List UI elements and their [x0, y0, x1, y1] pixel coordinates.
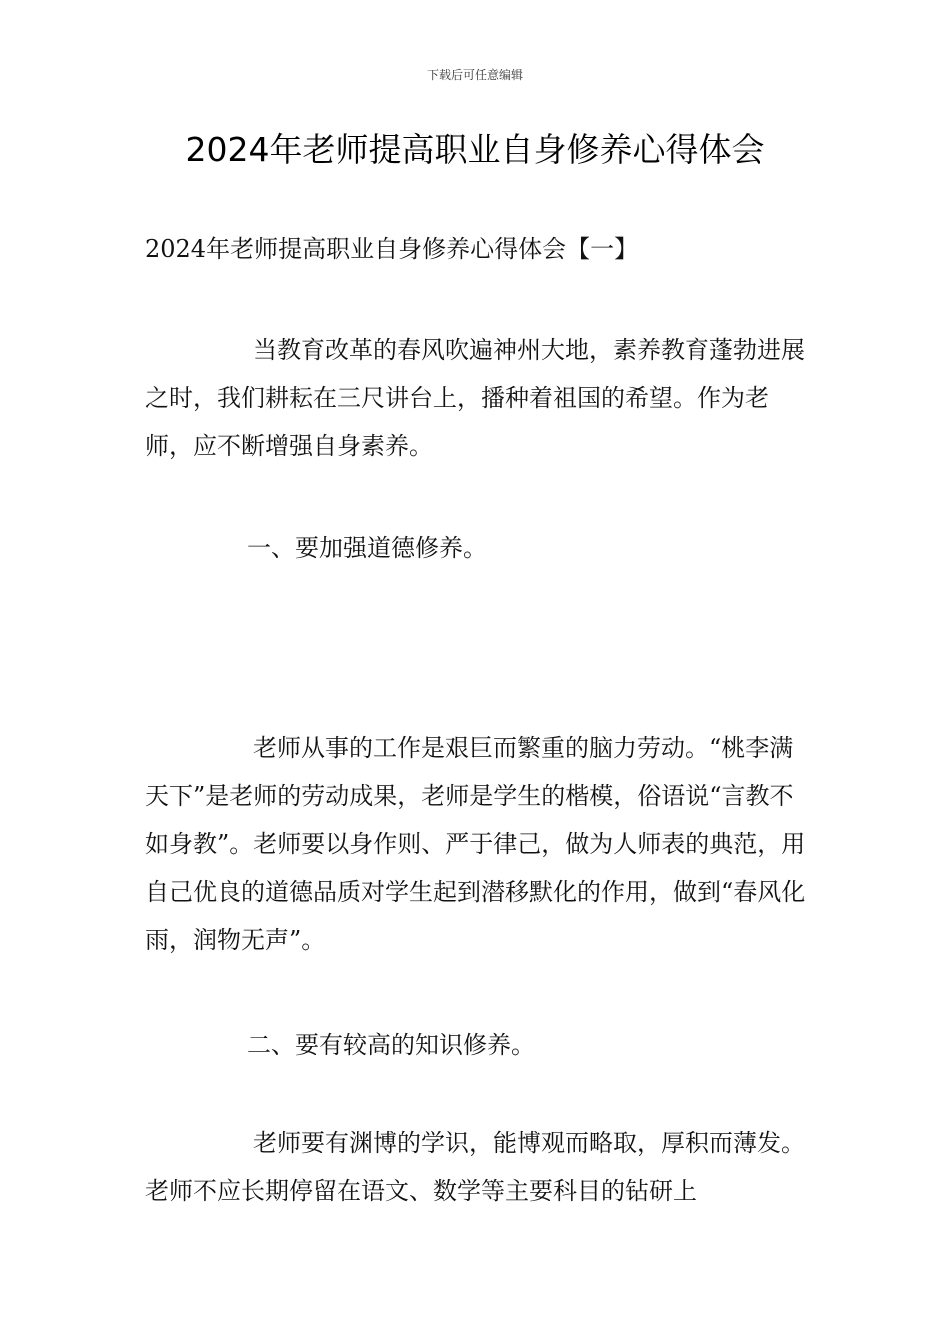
heading-moral-cultivation: 一、要加强道德修养。: [247, 534, 487, 562]
heading-knowledge-cultivation: 二、要有较高的知识修养。: [247, 1031, 535, 1059]
header-note: 下载后可任意编辑: [426, 68, 523, 82]
section-subtitle: 2024年老师提高职业自身修养心得体会【一】: [145, 235, 639, 263]
paragraph-moral-cultivation: 老师从事的工作是艰巨而繁重的脑力劳动。“桃李满天下”是老师的劳动成果，老师是学生的楷模，俗语说“言教不如身教”。老师要以身作则、严于律己，做为人师表的典范，用自己优良的道德品质对学生起到潜移默化的作用，做到“春风化雨，润物无声”。: [145, 734, 806, 954]
paragraph-knowledge-cultivation: 老师要有渊博的学识，能博观而略取，厚积而薄发。老师不应长期停留在语文、数学等主要科目的钻研上: [145, 1129, 805, 1205]
paragraph-intro: 当教育改革的春风吹遍神州大地，素养教育蓬勃进展之时，我们耕耘在三尺讲台上，播种着祖国的希望。作为老师，应不断增强自身素养。: [145, 336, 805, 460]
document-title: 2024年老师提高职业自身修养心得体会: [185, 130, 765, 169]
